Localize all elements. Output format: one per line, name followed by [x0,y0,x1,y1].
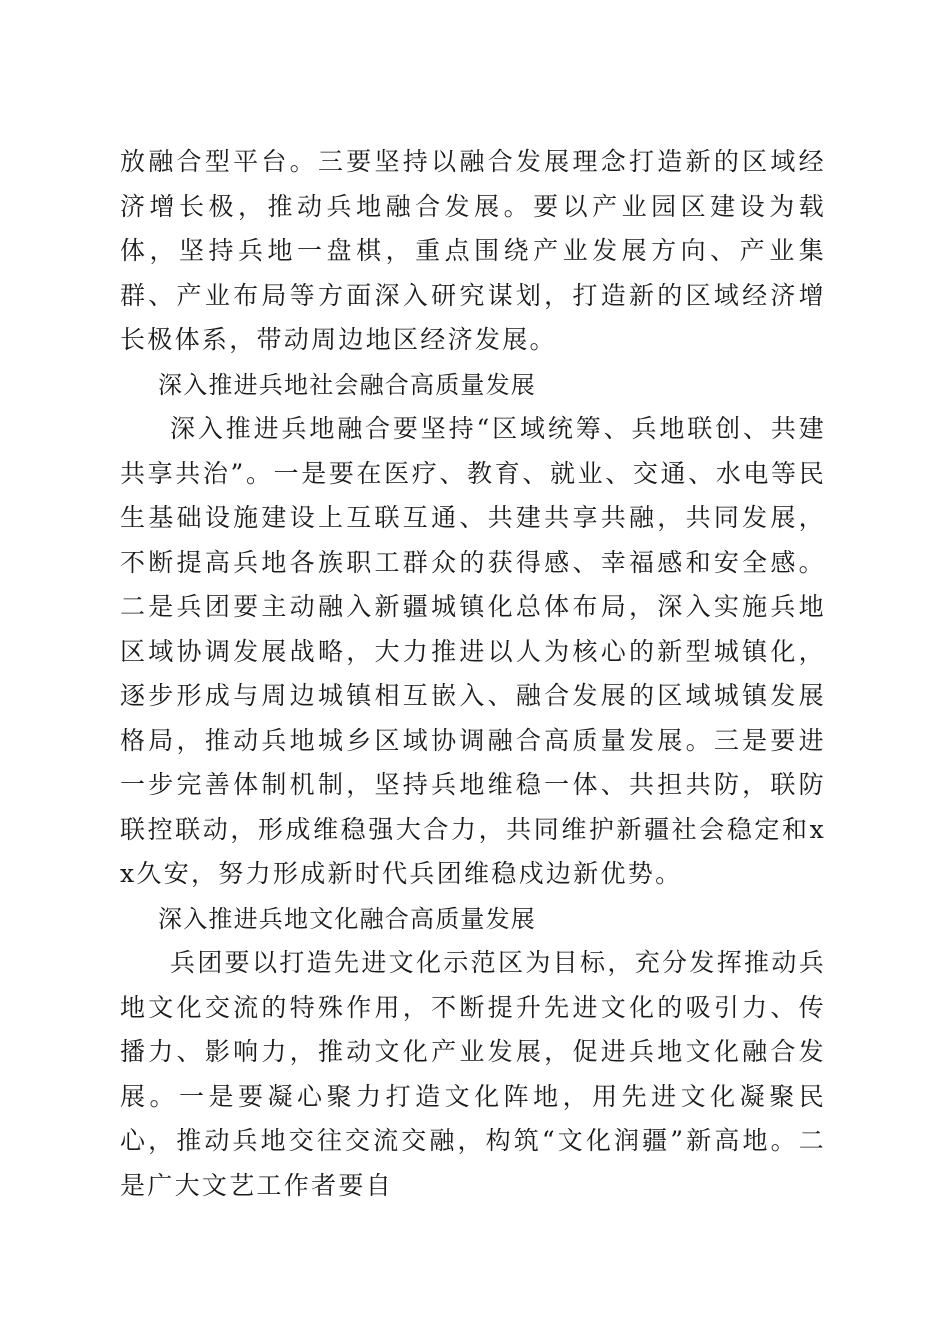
section-heading-social-integration: 深入推进兵地社会融合高质量发展 [158,370,536,399]
paragraph-economic-growth-pole: 放融合型平台。三要坚持以融合发展理念打造新的区域经济增长极，推动兵地融合发展。要以产业园区建设为载体，坚持兵地一盘棋，重点围绕产业发展方向、产业集群、产业布局等方面深入研究谋划，打造新的区域经济增长极体系，带动周边地区经济发展。 [120,147,826,354]
document-page [120,140,826,1208]
section-heading-cultural-integration: 深入推进兵地文化融合高质量发展 [158,904,536,933]
paragraph-cultural-integration: 兵团要以打造先进文化示范区为目标，充分发挥推动兵地文化交流的特殊作用，不断提升先进文化的吸引力、传播力、影响力，推动文化产业发展，促进兵地文化融合发展。一是要凝心聚力打造文化阵地，用先进文化凝聚民心，推动兵地交往交流交融，构筑“文化润疆”新高地。二是广大文艺工作者要自 [120,948,826,1200]
paragraph-social-integration: 深入推进兵地融合要坚持“区域统筹、兵地联创、共建共享共治”。一是要在医疗、教育、就业、交通、水电等民生基础设施建设上互联互通、共建共享共融，共同发展，不断提高兵地各族职工群众的获得感、幸福感和安全感。二是兵团要主动融入新疆城镇化总体布局，深入实施兵地区域协调发展战略，大力推进以人为核心的新型城镇化，逐步形成与周边城镇相互嵌入、融合发展的区域城镇发展格局，推动兵地城乡区域协调融合高质量发展。三是要进一步完善体制机制，坚持兵地维稳一体、共担共防，联防联控联动，形成维稳强大合力，共同维护新疆社会稳定和xx久安，努力形成新时代兵团维稳戍边新优势。 [120,414,826,888]
